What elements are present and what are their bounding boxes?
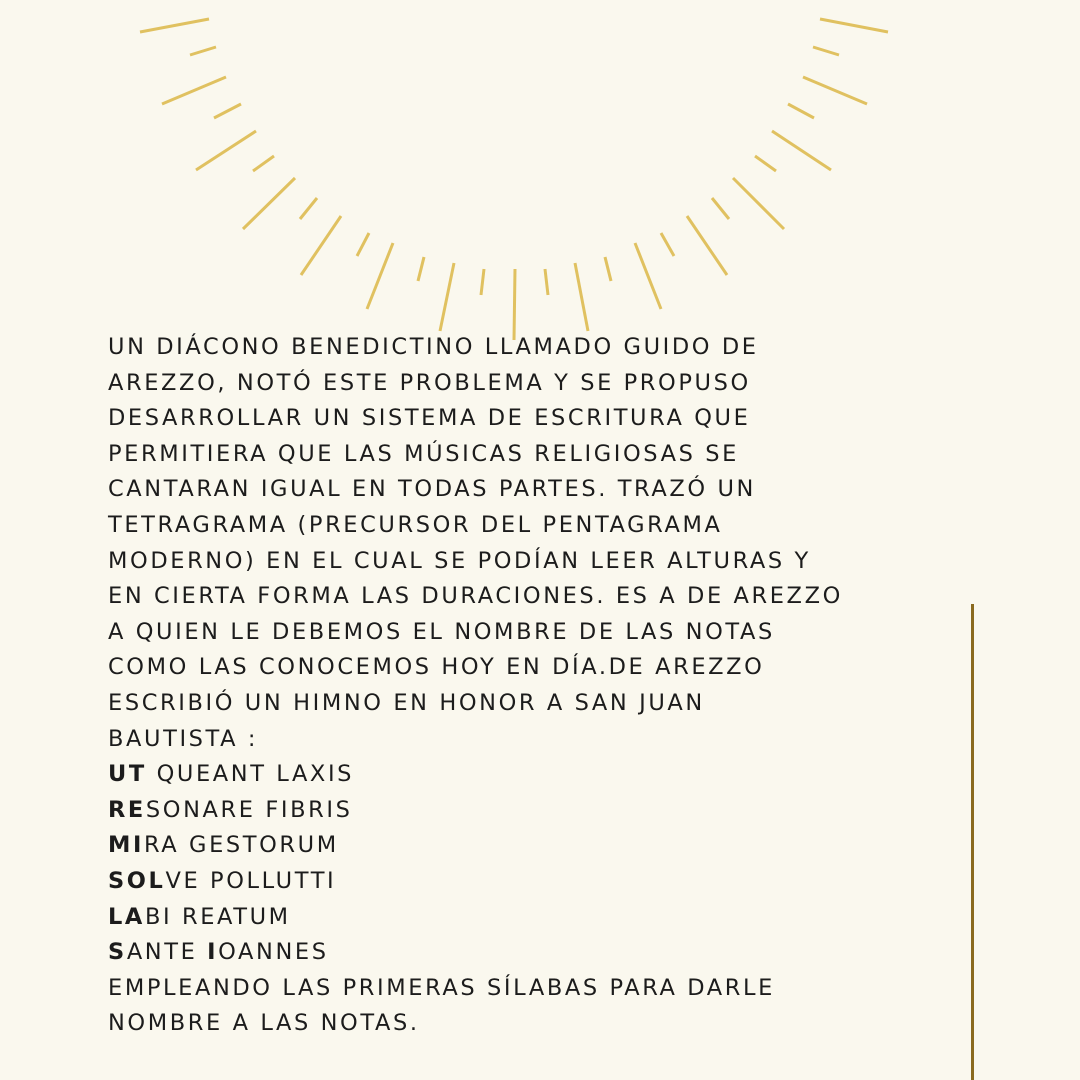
hymn-line-sol — [108, 864, 928, 900]
sun-ray — [243, 178, 295, 229]
solfege-syllable: I — [207, 939, 219, 966]
paragraph-line: A QUIEN LE DEBEMOS EL NOMBRE DE LAS NOTAS — [108, 618, 775, 645]
sun-ray — [712, 198, 729, 219]
hymn-text: OANNES — [218, 939, 329, 966]
hymn-line-re — [108, 793, 928, 829]
sunburst-decoration — [0, 0, 1080, 360]
sun-ray — [755, 156, 776, 171]
hymn-text: SONARE FIBRIS — [145, 796, 353, 823]
sun-ray — [196, 131, 256, 170]
body-text — [108, 330, 928, 1042]
paragraph-line: ESCRIBIÓ UN HIMNO EN HONOR A SAN JUAN — [108, 689, 705, 716]
sun-ray — [140, 19, 209, 32]
hymn-line-la — [108, 900, 928, 936]
closing-line: EMPLEANDO LAS PRIMERAS SÍLABAS PARA DARLE — [108, 974, 775, 1001]
sun-ray — [545, 269, 548, 295]
sun-ray — [635, 243, 661, 309]
hymn-line-si — [108, 935, 928, 971]
sun-ray — [772, 131, 831, 170]
sun-ray — [788, 104, 814, 118]
paragraph-line: UN DIÁCONO BENEDICTINO LLAMADO GUIDO DE — [108, 334, 759, 360]
sun-ray — [803, 77, 867, 104]
hymn-text: ANTE — [126, 939, 208, 966]
sun-ray — [820, 19, 888, 32]
paragraph-line: TETRAGRAMA (PRECURSOR DEL PENTAGRAMA — [108, 511, 723, 538]
sun-ray — [661, 233, 674, 256]
hymn-line-ut — [108, 757, 928, 793]
solfege-syllable: SOL — [108, 867, 166, 894]
sun-ray — [190, 47, 216, 55]
solfege-syllable: UT — [108, 761, 147, 788]
sun-ray — [440, 263, 454, 331]
paragraph-line: COMO LAS CONOCEMOS HOY EN DÍA.DE AREZZO — [108, 654, 765, 681]
sun-ray — [162, 77, 226, 104]
sun-ray — [605, 257, 611, 281]
solfege-syllable: LA — [108, 903, 145, 930]
sun-ray — [253, 156, 274, 171]
sun-ray — [687, 216, 727, 275]
hymn-text: QUEANT LAXIS — [146, 761, 355, 788]
hymn-text: RA GESTORUM — [143, 832, 339, 859]
sun-ray — [813, 47, 839, 55]
solfege-syllable: RE — [108, 796, 146, 823]
hymn-line-mi — [108, 828, 928, 864]
sun-ray — [418, 257, 424, 281]
sun-ray — [733, 178, 784, 229]
paragraph-line: CANTARAN IGUAL EN TODAS PARTES. TRAZÓ UN — [108, 476, 756, 503]
paragraph-line: DESARROLLAR UN SISTEMA DE ESCRITURA QUE — [108, 405, 751, 432]
sun-ray — [300, 198, 317, 219]
closing-line: NOMBRE A LAS NOTAS. — [108, 1010, 420, 1037]
sun-ray — [357, 233, 369, 256]
sun-ray — [214, 104, 241, 118]
hymn-text: VE POLLUTTI — [165, 867, 337, 894]
vertical-accent-rule — [971, 604, 974, 1080]
solfege-syllable: S — [108, 939, 127, 966]
hymn-text: BI REATUM — [144, 903, 291, 930]
sun-ray — [367, 243, 393, 309]
paragraph-line: AREZZO, NOTÓ ESTE PROBLEMA Y SE PROPUSO — [108, 369, 751, 396]
sun-ray — [575, 263, 588, 331]
sun-ray — [481, 269, 484, 295]
paragraph-line: EN CIERTA FORMA LAS DURACIONES. ES A DE AREZZO — [108, 583, 843, 610]
sun-ray — [301, 216, 341, 275]
paragraph-line: MODERNO) EN EL CUAL SE PODÍAN LEER ALTURAS Y — [108, 547, 811, 574]
paragraph-line: PERMITIERA QUE LAS MÚSICAS RELIGIOSAS SE — [108, 440, 739, 467]
paragraph-line: BAUTISTA : — [108, 725, 259, 752]
solfege-syllable: MI — [108, 832, 144, 859]
